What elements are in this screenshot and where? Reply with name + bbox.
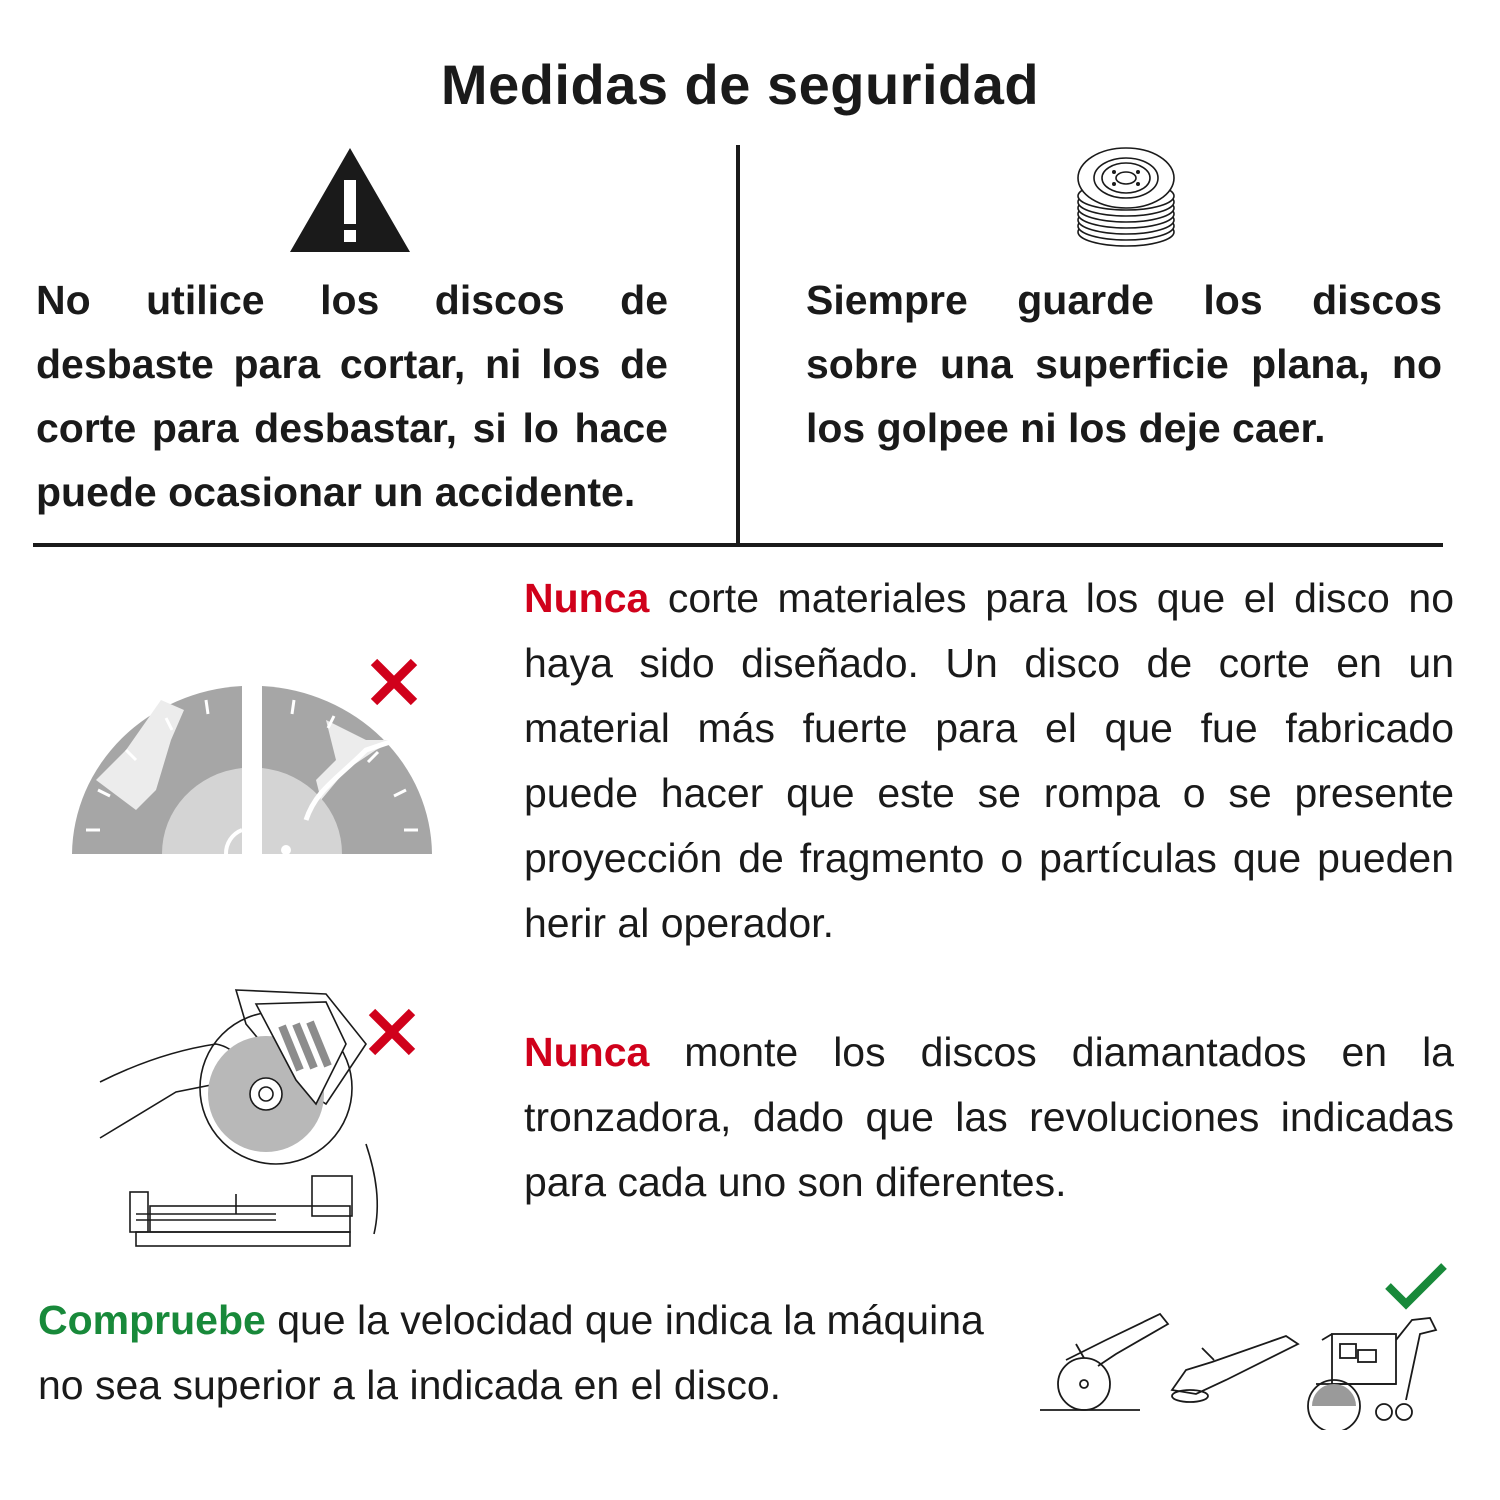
cross-icon <box>366 1006 418 1058</box>
storage-text: Siempre guarde los discos sobre una superficie plana, no los golpee ni los deje caer. <box>806 277 1442 451</box>
disc-stack-icon <box>1074 146 1178 250</box>
materials-text: corte materiales para los que el disco no haya sido diseñado. Un disco de corte en un material más fuerte para el que fue fabricado puede hacer que este se rompa o se presente proyección de fragmento o partículas que pueden herir al operador. <box>524 575 1454 946</box>
cutoff-paragraph <box>524 1020 1454 1215</box>
grinders-and-floor-saw-icon <box>1036 1300 1446 1430</box>
speed-paragraph <box>38 1288 1028 1418</box>
cutoff-lead: Nunca <box>524 1029 650 1075</box>
materials-lead: Nunca <box>524 575 650 621</box>
cutoff-saw-icon <box>96 984 396 1256</box>
check-icon <box>1384 1260 1448 1310</box>
cutoff-text: monte los discos diamantados en la tronzadora, dado que las revoluciones indicadas para cada uno son diferentes. <box>524 1029 1454 1205</box>
vertical-divider <box>736 145 740 545</box>
materials-paragraph <box>524 566 1454 956</box>
cross-icon <box>368 656 420 708</box>
warning-text: No utilice los discos de desbaste para cortar, ni los de corte para desbastar, si lo hace puede ocasionar un accidente. <box>36 277 668 515</box>
speed-text: que la velocidad que indica la máquina no sea superior a la indicada en el disco. <box>38 1297 984 1408</box>
page-title: Medidas de seguridad <box>440 53 1040 116</box>
speed-lead: Compruebe <box>38 1297 266 1343</box>
warning-triangle-icon <box>288 146 412 254</box>
horizontal-divider <box>33 543 1443 547</box>
